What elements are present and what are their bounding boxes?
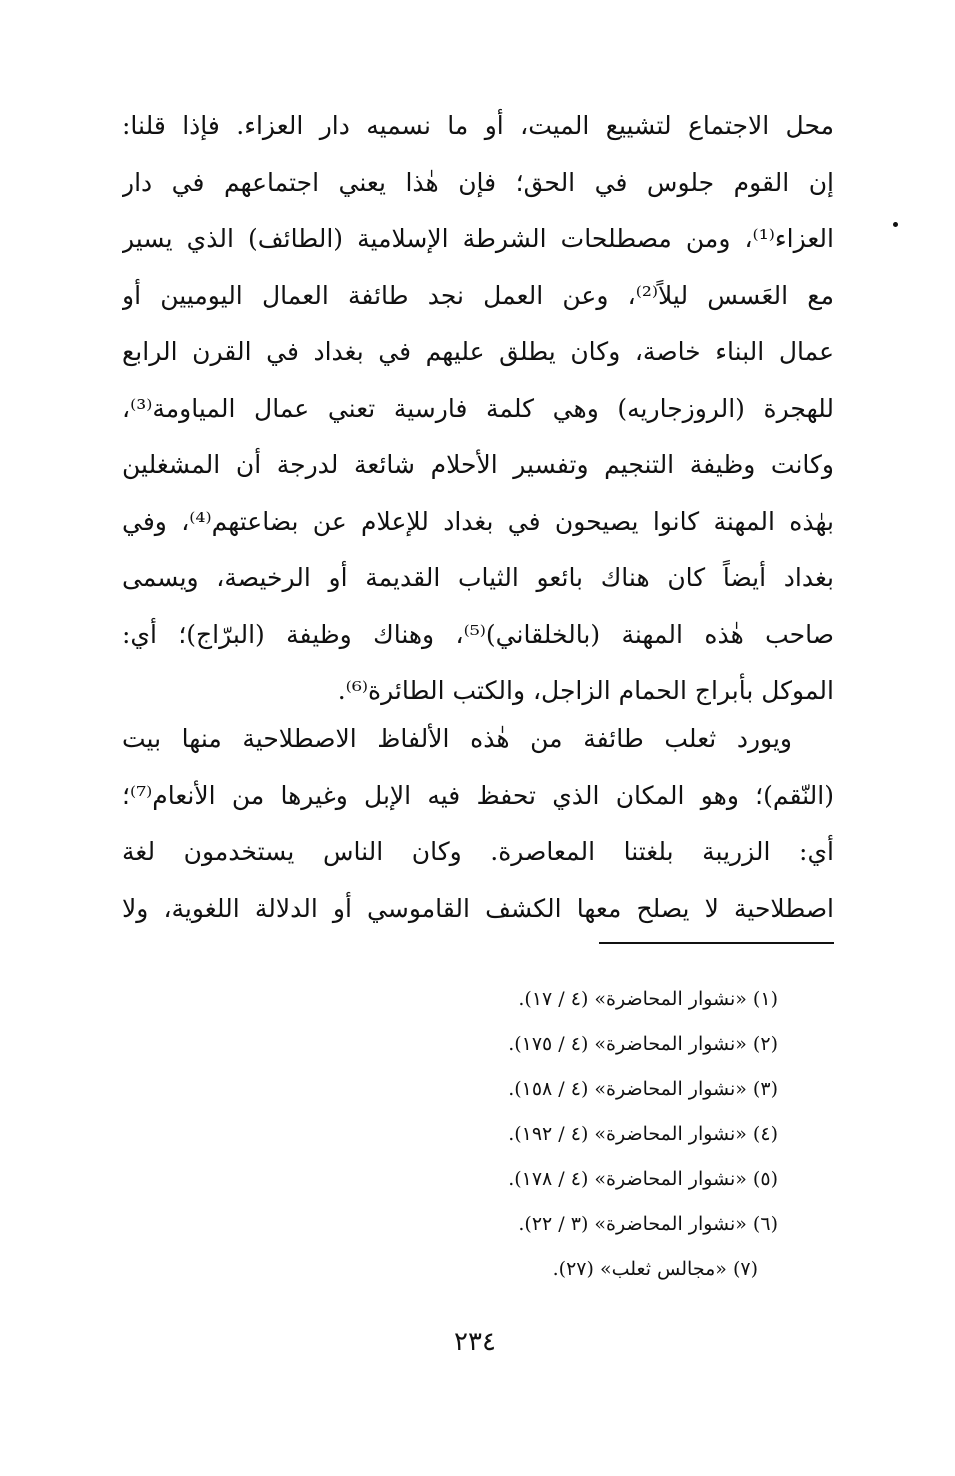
- footnote-1: (١) «نشوار المحاضرة» (٤ / ١٧).: [518, 988, 778, 1010]
- footnote-separator: [599, 942, 834, 944]
- text-line: الموكل بأبراج الحمام الزاجل، والكتب الطائرة⁽⁶⁾.: [337, 676, 834, 705]
- text-line: العزاء⁽¹⁾، ومن مصطلحات الشرطة الإسلامية (الطائف) الذي يسير: [122, 224, 834, 253]
- text-line: عمال البناء خاصة، وكان يطلق عليهم في بغداد في القرن الرابع: [122, 337, 834, 366]
- text-line: ويورد ثعلب طائفة من هٰذه الألفاظ الاصطلاحية منها بيت: [122, 724, 792, 753]
- footnote-2: (٢) «نشوار المحاضرة» (٤ / ١٧٥).: [508, 1033, 778, 1055]
- page-number: ٢٣٤: [454, 1327, 496, 1357]
- margin-dot: [893, 222, 898, 227]
- text-line: بغداد أيضاً كان هناك بائعو الثياب القديمة أو الرخيصة، ويسمى: [122, 563, 834, 592]
- text-line: وكانت وظيفة التنجيم وتفسير الأحلام شائعة لدرجة أن المشغلين: [122, 450, 834, 479]
- footnote-5: (٥) «نشوار المحاضرة» (٤ / ١٧٨).: [508, 1168, 778, 1190]
- footnote-4: (٤) «نشوار المحاضرة» (٤ / ١٩٢).: [508, 1123, 778, 1145]
- text-line: أي: الزريبة بلغتنا المعاصرة. وكان الناس يستخدمون لغة: [122, 837, 834, 866]
- footnote-6: (٦) «نشوار المحاضرة» (٣ / ٢٢).: [518, 1213, 778, 1235]
- footnotes-list: [358, 977, 778, 1292]
- footnote-3: (٣) «نشوار المحاضرة» (٤ / ١٥٨).: [508, 1078, 778, 1100]
- text-line: اصطلاحية لا يصلح معها الكشف القاموسي أو الدلالة اللغوية، ولا: [122, 893, 834, 923]
- text-line: إن القوم جلوس في الحق؛ فإن هٰذا يعني اجتماعهم في دار: [122, 167, 834, 197]
- text-line: للهجرة (الروزجاريه) وهي كلمة فارسية تعني عمال المياومة⁽³⁾،: [122, 393, 834, 423]
- text-line: صاحب هٰذه المهنة (بالخلقاني)⁽⁵⁾، وهناك وظيفة (البرّاج)؛ أي:: [122, 619, 834, 649]
- paragraph-2: [122, 711, 834, 937]
- text-line: محل الاجتماع لتشييع الميت، أو ما نسميه دار العزاء. فإذا قلنا:: [122, 111, 834, 140]
- footnote-7: (٧) «مجالس ثعلب» (٢٧).: [552, 1258, 758, 1280]
- text-line: مع العَسس ليلاً⁽²⁾، وعن العمل نجد طائفة العمال اليوميين أو: [122, 280, 834, 310]
- text-line: (النّقم)؛ وهو المكان الذي تحفظ فيه الإبل وغيرها من الأنعام⁽⁷⁾؛: [122, 780, 834, 810]
- text-line: بهٰذه المهنة كانوا يصيحون في بغداد للإعلام عن بضاعتهم⁽⁴⁾، وفي: [122, 506, 834, 536]
- paragraph-1: [122, 98, 834, 720]
